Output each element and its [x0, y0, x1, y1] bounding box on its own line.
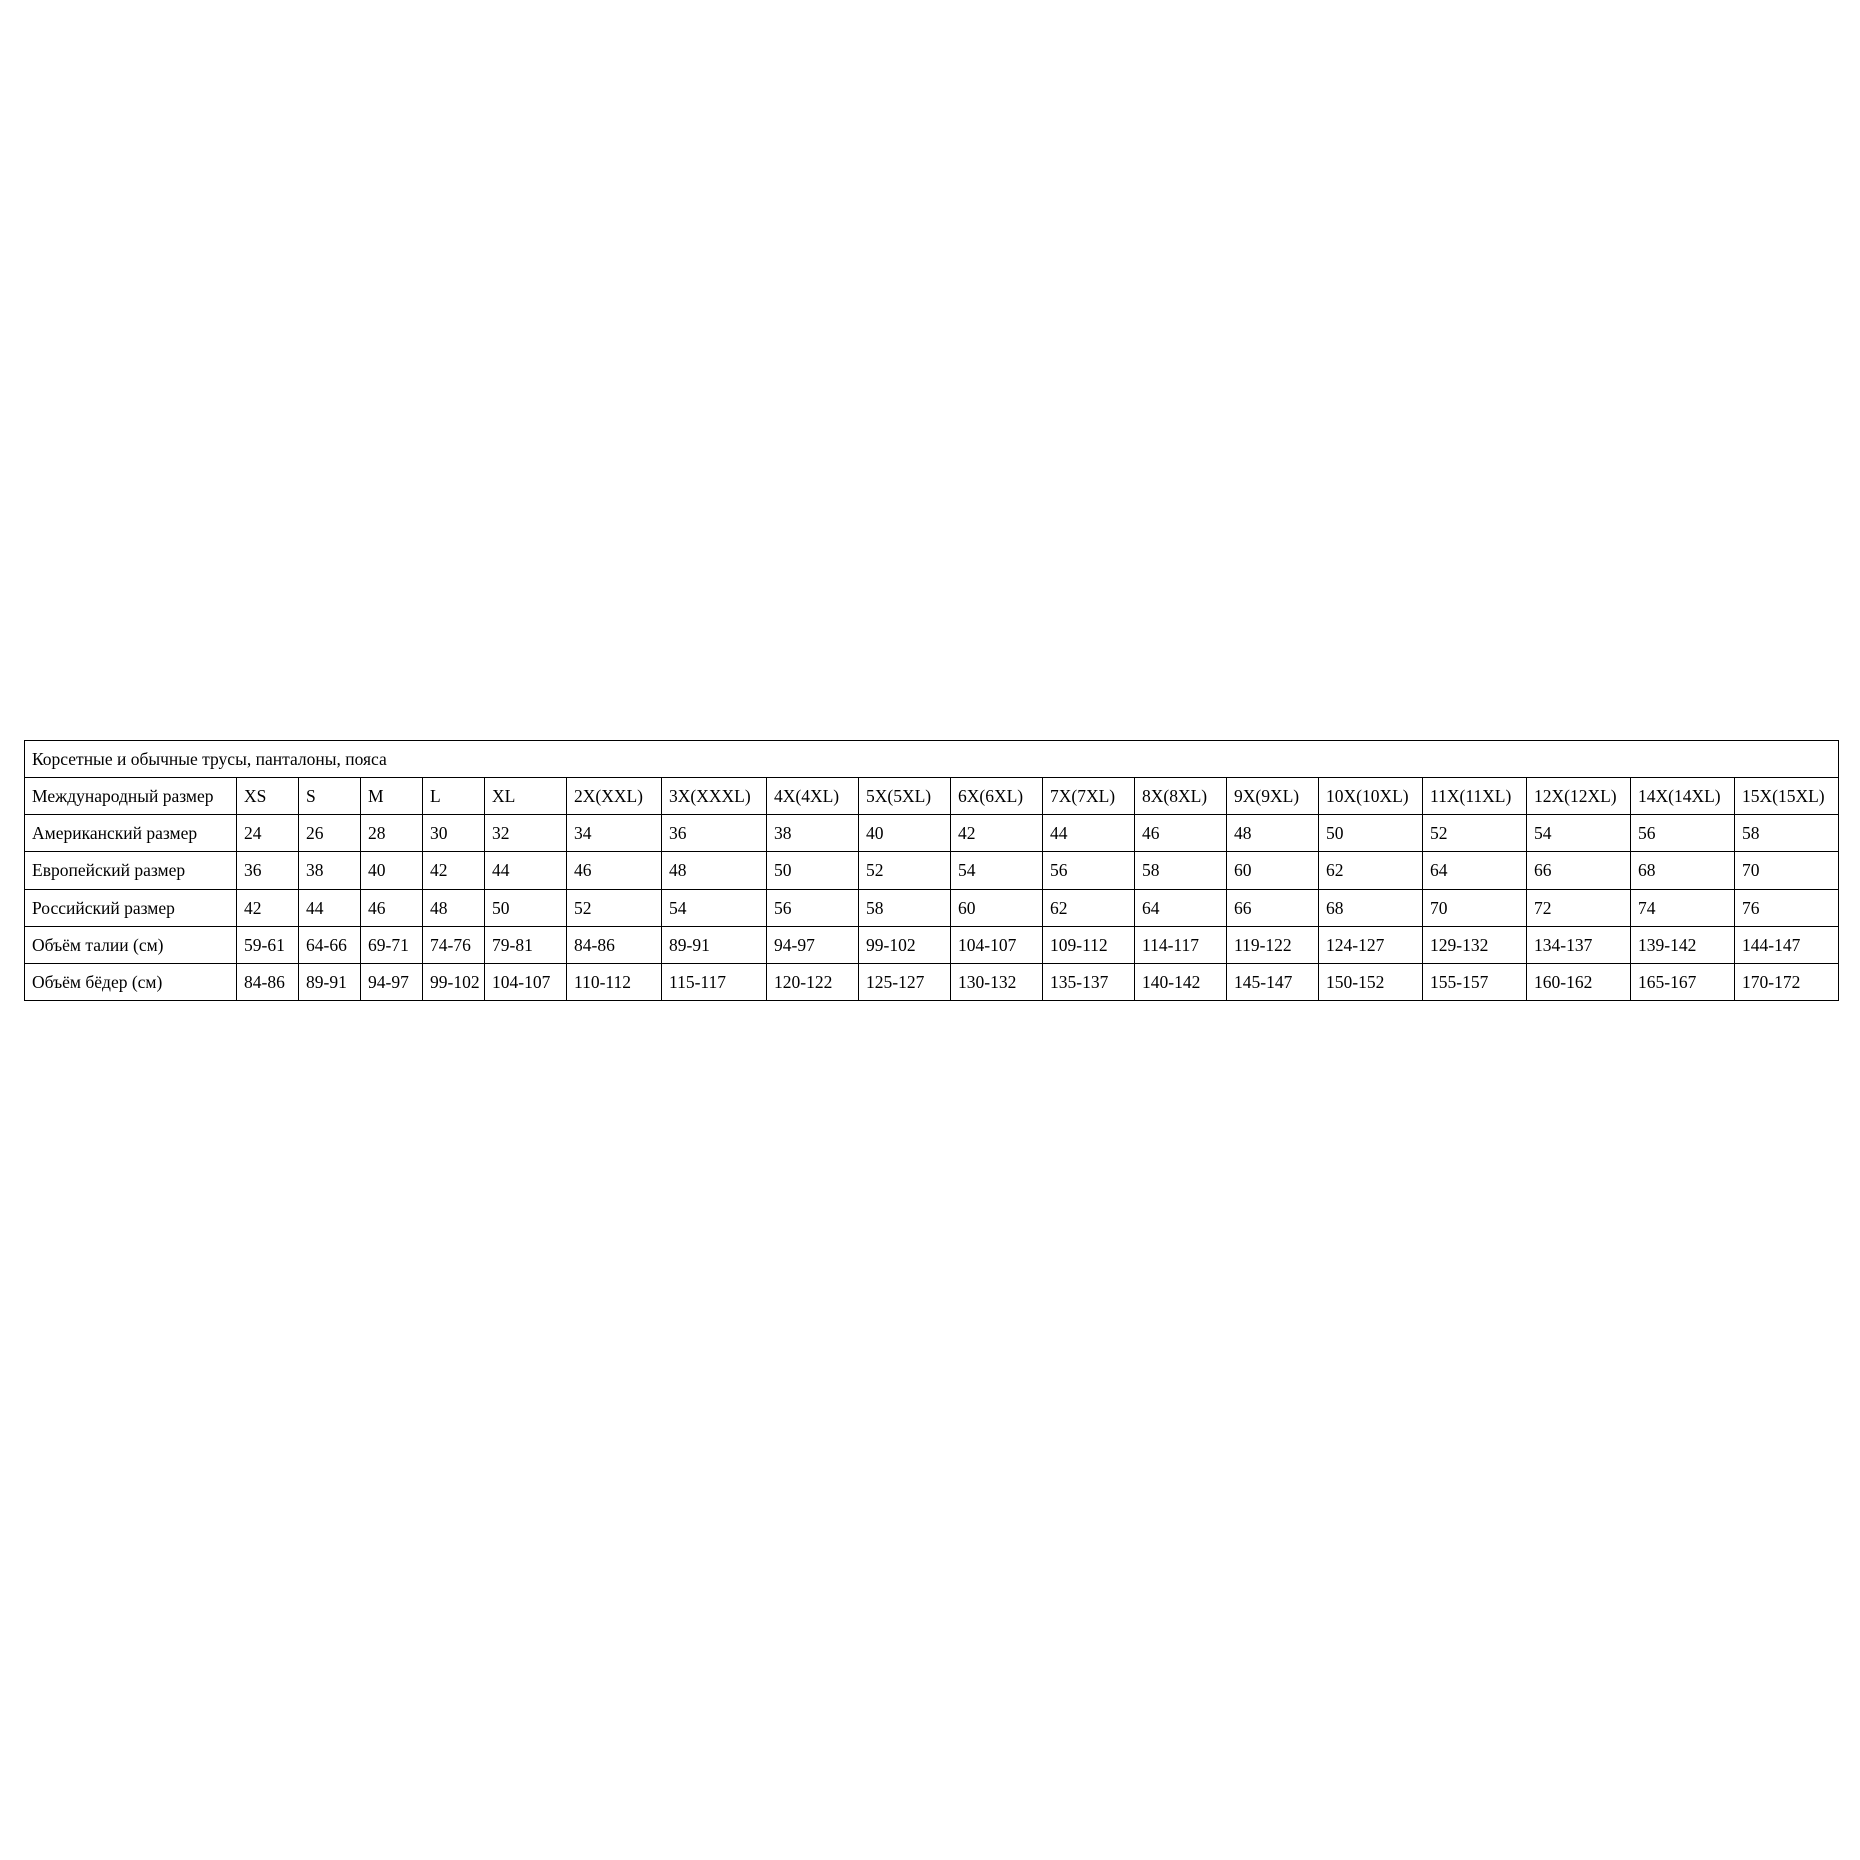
cell: 140-142 [1135, 963, 1227, 1000]
cell: 54 [951, 852, 1043, 889]
cell: 3X(XXXL) [662, 778, 767, 815]
cell: 12X(12XL) [1527, 778, 1631, 815]
cell: 2X(XXL) [567, 778, 662, 815]
cell: 44 [1043, 815, 1135, 852]
cell: 58 [1135, 852, 1227, 889]
cell: 7X(7XL) [1043, 778, 1135, 815]
cell: 115-117 [662, 963, 767, 1000]
cell: 109-112 [1043, 926, 1135, 963]
cell: 84-86 [237, 963, 299, 1000]
cell: 50 [767, 852, 859, 889]
cell: 32 [485, 815, 567, 852]
cell: 50 [485, 889, 567, 926]
cell: 60 [1227, 852, 1319, 889]
cell: 74-76 [423, 926, 485, 963]
cell: 94-97 [361, 963, 423, 1000]
cell: 36 [662, 815, 767, 852]
cell: 170-172 [1735, 963, 1839, 1000]
cell: 134-137 [1527, 926, 1631, 963]
cell: 52 [567, 889, 662, 926]
cell: 119-122 [1227, 926, 1319, 963]
cell: 40 [361, 852, 423, 889]
cell: 129-132 [1423, 926, 1527, 963]
cell: 26 [299, 815, 361, 852]
cell: 104-107 [485, 963, 567, 1000]
cell: 15X(15XL) [1735, 778, 1839, 815]
cell: 46 [567, 852, 662, 889]
cell: 160-162 [1527, 963, 1631, 1000]
cell: 5X(5XL) [859, 778, 951, 815]
cell: 46 [361, 889, 423, 926]
cell: 38 [767, 815, 859, 852]
cell: 114-117 [1135, 926, 1227, 963]
cell: 165-167 [1631, 963, 1735, 1000]
size-chart-table [24, 740, 1839, 1001]
cell: 42 [951, 815, 1043, 852]
row-label-russian: Российский размер [25, 889, 237, 926]
cell: 8X(8XL) [1135, 778, 1227, 815]
cell: 120-122 [767, 963, 859, 1000]
cell: L [423, 778, 485, 815]
cell: 130-132 [951, 963, 1043, 1000]
table-row [25, 778, 1839, 815]
cell: 42 [237, 889, 299, 926]
cell: 38 [299, 852, 361, 889]
cell: 68 [1631, 852, 1735, 889]
cell: 155-157 [1423, 963, 1527, 1000]
table-row [25, 815, 1839, 852]
cell: 24 [237, 815, 299, 852]
cell: 64 [1423, 852, 1527, 889]
cell: 135-137 [1043, 963, 1135, 1000]
cell: 52 [859, 852, 951, 889]
cell: XL [485, 778, 567, 815]
cell: 40 [859, 815, 951, 852]
cell: 124-127 [1319, 926, 1423, 963]
cell: 104-107 [951, 926, 1043, 963]
cell: 94-97 [767, 926, 859, 963]
cell: 89-91 [662, 926, 767, 963]
cell: 48 [1227, 815, 1319, 852]
cell: XS [237, 778, 299, 815]
cell: 14X(14XL) [1631, 778, 1735, 815]
cell: 28 [361, 815, 423, 852]
table-title-row [25, 741, 1839, 778]
cell: 52 [1423, 815, 1527, 852]
table-row [25, 926, 1839, 963]
cell: 34 [567, 815, 662, 852]
cell: 84-86 [567, 926, 662, 963]
cell: 58 [859, 889, 951, 926]
cell: 30 [423, 815, 485, 852]
cell: 50 [1319, 815, 1423, 852]
row-label-hips: Объём бёдер (см) [25, 963, 237, 1000]
cell: 42 [423, 852, 485, 889]
row-label-american: Американский размер [25, 815, 237, 852]
row-label-waist: Объём талии (см) [25, 926, 237, 963]
cell: 6X(6XL) [951, 778, 1043, 815]
cell: 125-127 [859, 963, 951, 1000]
table-row [25, 963, 1839, 1000]
cell: 64 [1135, 889, 1227, 926]
cell: 72 [1527, 889, 1631, 926]
table-row [25, 889, 1839, 926]
cell: 11X(11XL) [1423, 778, 1527, 815]
table-row [25, 852, 1839, 889]
cell: M [361, 778, 423, 815]
cell: 68 [1319, 889, 1423, 926]
cell: 56 [1631, 815, 1735, 852]
cell: 69-71 [361, 926, 423, 963]
cell: 4X(4XL) [767, 778, 859, 815]
cell: 70 [1423, 889, 1527, 926]
cell: 144-147 [1735, 926, 1839, 963]
cell: 36 [237, 852, 299, 889]
cell: S [299, 778, 361, 815]
size-chart-sheet [24, 740, 1836, 1001]
table-title: Корсетные и обычные трусы, панталоны, пояса [25, 741, 1839, 778]
cell: 99-102 [859, 926, 951, 963]
cell: 54 [662, 889, 767, 926]
cell: 99-102 [423, 963, 485, 1000]
cell: 59-61 [237, 926, 299, 963]
cell: 64-66 [299, 926, 361, 963]
cell: 62 [1319, 852, 1423, 889]
cell: 66 [1527, 852, 1631, 889]
cell: 74 [1631, 889, 1735, 926]
row-label-european: Европейский размер [25, 852, 237, 889]
cell: 110-112 [567, 963, 662, 1000]
cell: 56 [1043, 852, 1135, 889]
cell: 10X(10XL) [1319, 778, 1423, 815]
cell: 76 [1735, 889, 1839, 926]
cell: 46 [1135, 815, 1227, 852]
cell: 145-147 [1227, 963, 1319, 1000]
cell: 70 [1735, 852, 1839, 889]
cell: 44 [299, 889, 361, 926]
cell: 89-91 [299, 963, 361, 1000]
cell: 48 [423, 889, 485, 926]
cell: 66 [1227, 889, 1319, 926]
cell: 60 [951, 889, 1043, 926]
cell: 58 [1735, 815, 1839, 852]
cell: 79-81 [485, 926, 567, 963]
cell: 9X(9XL) [1227, 778, 1319, 815]
cell: 150-152 [1319, 963, 1423, 1000]
cell: 48 [662, 852, 767, 889]
cell: 54 [1527, 815, 1631, 852]
cell: 44 [485, 852, 567, 889]
row-label-international: Международный размер [25, 778, 237, 815]
cell: 62 [1043, 889, 1135, 926]
cell: 139-142 [1631, 926, 1735, 963]
cell: 56 [767, 889, 859, 926]
